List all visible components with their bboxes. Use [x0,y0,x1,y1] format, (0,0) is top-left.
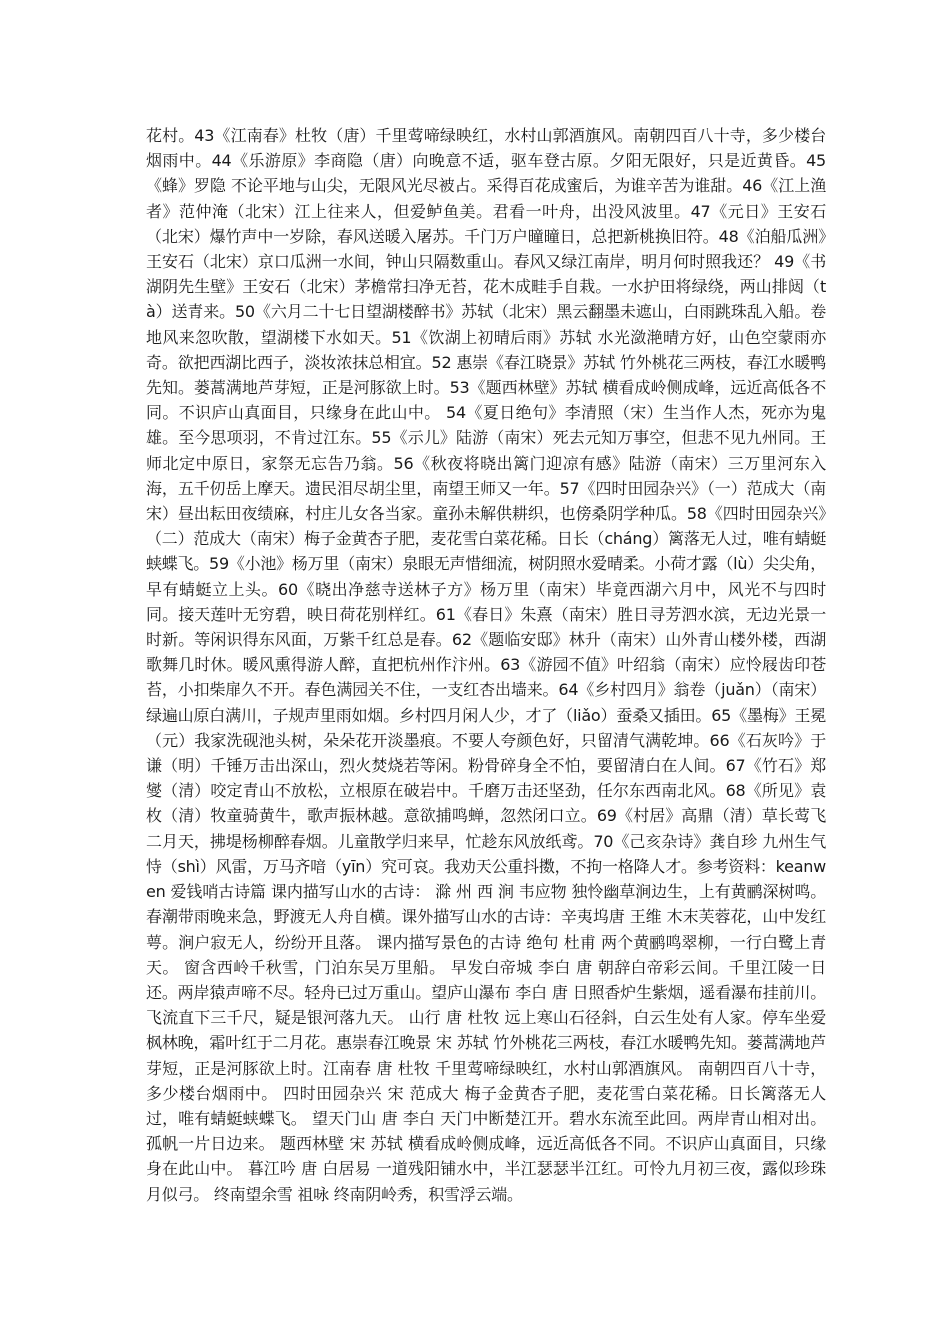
poem-body-text: 花村。43《江南春》杜牧（唐）千里莺啼绿映红，水村山郭酒旗风。南朝四百八十寺，多少楼台烟雨中。44《乐游原》李商隐（唐）向晚意不适，驱车登古原。夕阳无限好，只是近黄昏。45《蜂》罗隐 不论平地与山尖，无限风光尽被占。采得百花成蜜后，为谁辛苦为谁甜。46《江上渔者》范仲淹（北宋）江上往来人，但爱鲈鱼美。君看一叶舟，出没风波里。47《元日》王安石（北宋）爆竹声中一岁除，春风送暖入屠苏。千门万户曈曈日，总把新桃换旧符。48《泊船瓜洲》王安石（北宋）京口瓜洲一水间，钟山只隔数重山。春风又绿江南岸，明月何时照我还？ 49《书湖阴先生壁》王安石（北宋）茅檐常扫净无苔，花木成畦手自栽。一水护田将绿绕，两山排闼（tà）送青来。50《六月二十七日望湖楼醉书》苏轼（北宋）黑云翻墨未遮山，白雨跳珠乱入船。卷地风来忽吹散，望湖楼下水如天。51《饮湖上初晴后雨》苏轼 水光潋滟晴方好，山色空蒙雨亦奇。欲把西湖比西子，淡妆浓抹总相宜。52 惠崇《春江晓景》苏轼 竹外桃花三两枝，春江水暖鸭先知。蒌蒿满地芦芽短，正是河豚欲上时。53《题西林壁》苏轼 横看成岭侧成峰，远近高低各不同。不识庐山真面目，只缘身在此山中。 54《夏日绝句》李清照（宋）生当作人杰，死亦为鬼雄。至今思项羽，不肯过江东。55《示儿》陆游（南宋）死去元知万事空，但悲不见九州同。王师北定中原日，家祭无忘告乃翁。56《秋夜将晓出篱门迎凉有感》陆游（南宋）三万里河东入海，五千仞岳上摩天。遗民泪尽胡尘里，南望王师又一年。57《四时田园杂兴》（一）范成大（南宋）昼出耘田夜绩麻，村庄儿女各当家。童孙未解供耕织，也傍桑阴学种瓜。58《四时田园杂兴》（二）范成大（南宋）梅子金黄杏子肥，麦花雪白菜花稀。日长（cháng）篱落无人过，唯有蜻蜓蛱蝶飞。59《小池》杨万里（南宋）泉眼无声惜细流，树阴照水爱晴柔。小荷才露（lù）尖尖角，早有蜻蜓立上头。60《晓出净慈寺送林子方》杨万里（南宋）毕竟西湖六月中，风光不与四时同。接天莲叶无穷碧，映日荷花别样红。61《春日》朱熹（南宋）胜日寻芳泗水滨，无边光景一时新。等闲识得东风面，万紫千红总是春。62《题临安邸》林升（南宋）山外青山楼外楼，西湖歌舞几时休。暖风熏得游人醉，直把杭州作汴州。63《游园不值》叶绍翁（南宋）应怜屐齿印苍苔，小扣柴扉久不开。春色满园关不住，一支红杏出墙来。64《乡村四月》翁卷（juǎn）（南宋）绿遍山原白满川，子规声里雨如烟。乡村四月闲人少，才了（liǎo）蚕桑又插田。65《墨梅》王冕（元）我家洗砚池头树，朵朵花开淡墨痕。不要人夸颜色好，只留清气满乾坤。66《石灰吟》于谦（明）千锤万击出深山，烈火焚烧若等闲。粉骨碎身全不怕，要留清白在人间。67《竹石》郑燮（清）咬定青山不放松，立根原在破岩中。千磨万击还坚劲，任尔东西南北风。68《所见》袁枚（清）牧童骑黄牛，歌声振林越。意欲捕鸣蝉，忽然闭口立。69《村居》高鼎（清）草长莺飞二月天，拂堤杨柳醉春烟。儿童散学归来早，忙趁东风放纸鸢。70《己亥杂诗》龚自珍 九州生气恃（shì）风雷，万马齐喑（yīn）究可哀。我劝天公重抖擞，不拘一格降人才。参考资料：keanwen 爱钱哨古诗篇 课内描写山水的古诗： 滁 州 西 涧 韦应物 独怜幽草涧边生，上有黄鹂深树鸣。春潮带雨晚来急，野渡无人舟自横。课外描写山水的古诗：辛夷坞唐 王维 木末芙蓉花，山中发红萼。涧户寂无人，纷纷开且落。 课内描写景色的古诗 绝句 杜甫 两个黄鹂鸣翠柳，一行白鹭上青天。 窗含西岭千秋雪，门泊东吴万里船。 早发白帝城 李白 唐 朝辞白帝彩云间。千里江陵一日还。两岸猿声啼不尽。轻舟已过万重山。望庐山瀑布 李白 唐 日照香炉生紫烟，遥看瀑布挂前川。飞流直下三千尺，疑是银河落九天。 山行 唐 杜牧 远上寒山石径斜，白云生处有人家。停车坐爱枫林晚，霜叶红于二月花。惠崇春江晚景 宋 苏轼 竹外桃花三两枝，春江水暖鸭先知。蒌蒿满地芦芽短，正是河豚欲上时。江南春 唐 杜牧 千里莺啼绿映红，水村山郭酒旗风。 南朝四百八十寺，多少楼台烟雨中。 四时田园杂兴 宋 范成大 梅子金黄杏子肥，麦花雪白菜花稀。日长篱落无人过，唯有蜻蜓蛱蝶飞。 望天门山 唐 李白 天门中断楚江开。碧水东流至此回。两岸青山相对出。孤帆一片日边来。 题西林壁 宋 苏轼 横看成岭侧成峰，远近高低各不同。不识庐山真面目，只缘身在此山中。 暮江吟 唐 白居易 一道残阳铺水中，半江瑟瑟半江红。可怜九月初三夜，露似珍珠月似弓。 终南望余雪 祖咏 终南阴岭秀，积雪浮云端。 [146,126,826,1204]
